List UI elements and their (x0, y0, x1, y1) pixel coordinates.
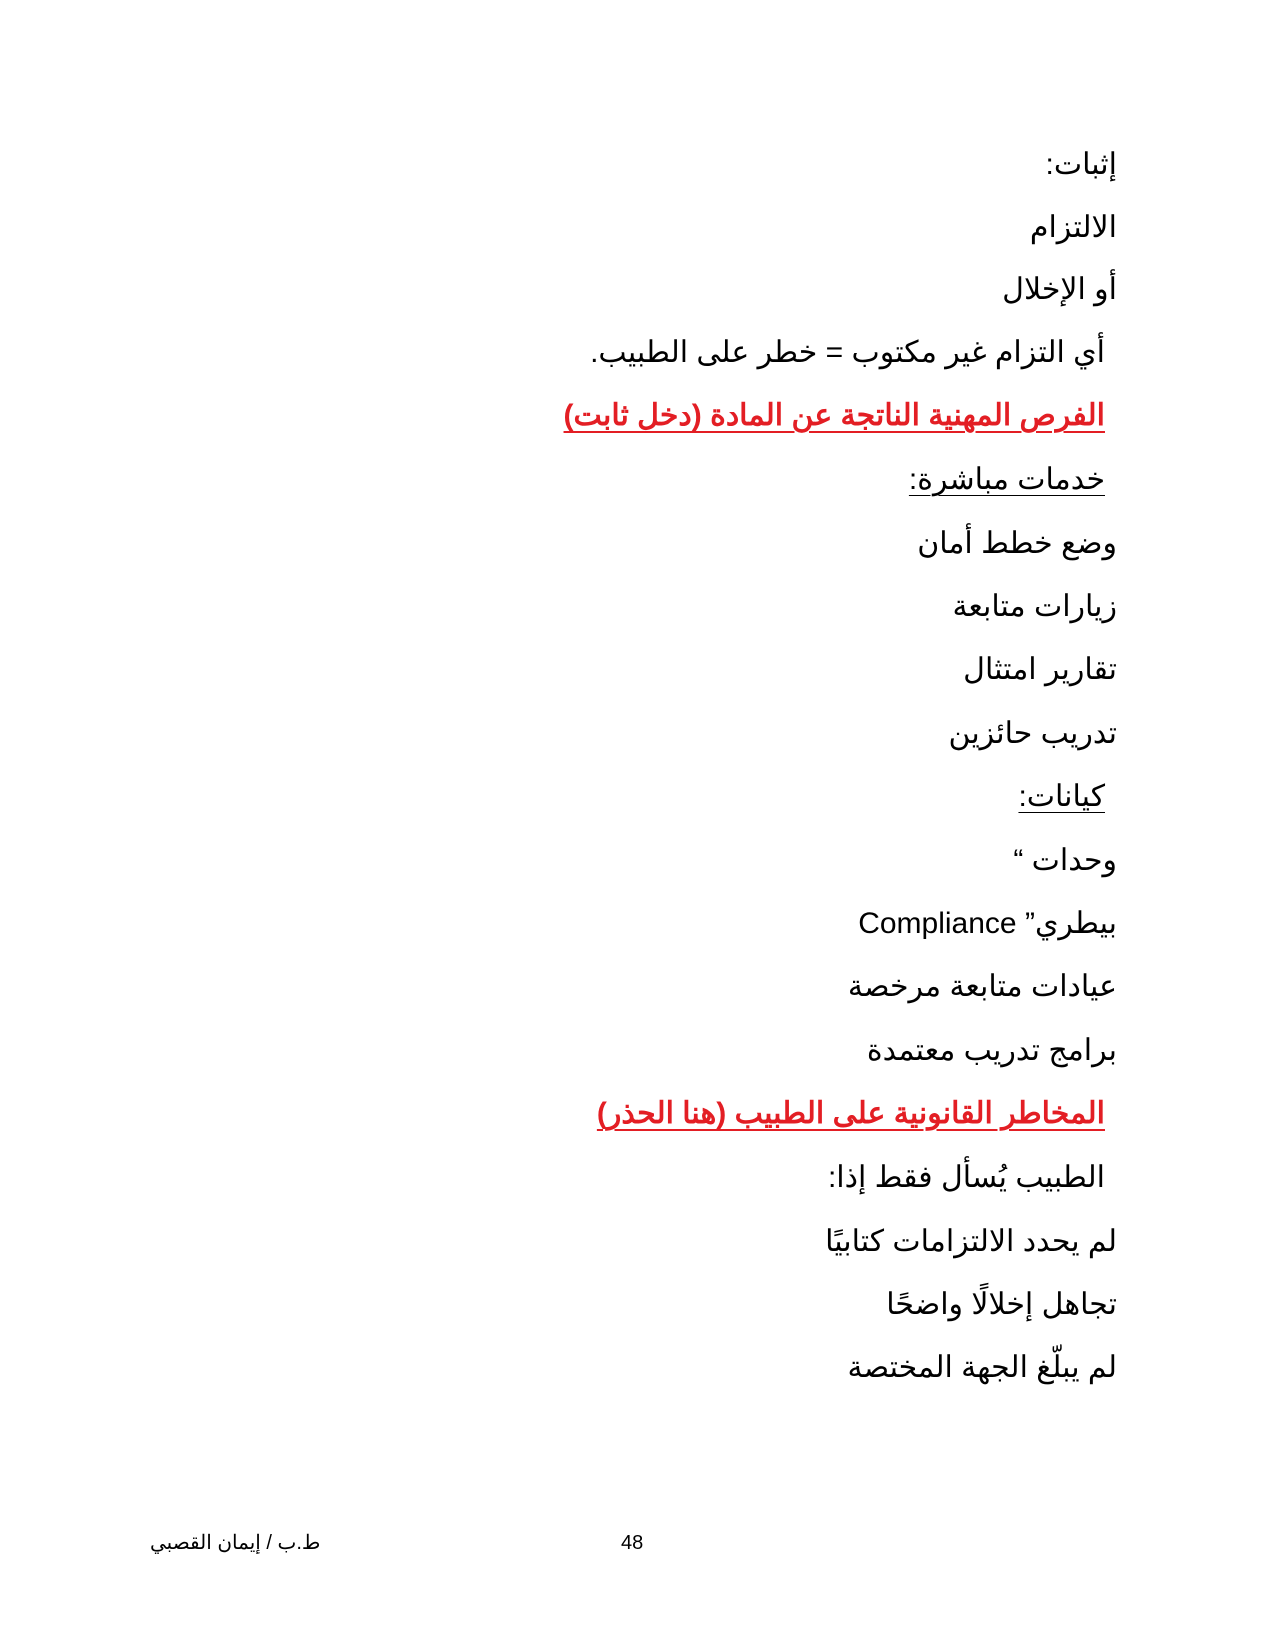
list-item-training-programs: برامج تدريب معتمدة (866, 1034, 1117, 1067)
warning-statement: أي التزام غير مكتوب = خطر على الطبيب. (590, 336, 1105, 369)
list-item-units: وحدات “ (1013, 844, 1117, 877)
list-item-licensed-clinics: عيادات متابعة مرخصة (847, 970, 1117, 1003)
subheading-entities: كيانات: (1018, 780, 1105, 813)
list-item-owner-training: تدريب حائزين (948, 717, 1117, 750)
footer-author: ط.ب / إيمان القصبي (150, 1532, 321, 1554)
list-item-not-reported: لم يبلّغ الجهة المختصة (847, 1351, 1117, 1384)
breach-item: أو الإخلال (1002, 273, 1117, 306)
list-item-safety-plans: وضع خطط أمان (917, 527, 1117, 560)
liability-condition-intro: الطبيب يُسأل فقط إذا: (827, 1161, 1105, 1194)
list-item-ignored-breach: تجاهل إخلالًا واضحًا (886, 1288, 1117, 1321)
list-item-not-documented: لم يحدد الالتزامات كتابيًا (825, 1225, 1117, 1258)
proof-label: إثبات: (1045, 148, 1117, 181)
list-item-follow-up-visits: زيارات متابعة (952, 590, 1117, 623)
section-heading-legal-risks: المخاطر القانونية على الطبيب (هنا الحذر) (596, 1097, 1105, 1130)
list-item-compliance-reports: تقارير امتثال (963, 653, 1117, 686)
section-heading-opportunities: الفرص المهنية الناتجة عن المادة (دخل ثابت) (563, 399, 1105, 432)
list-item-veterinary-compliance: بيطري” Compliance (858, 907, 1117, 940)
obligation-item: الالتزام (1029, 211, 1117, 244)
subheading-direct-services: خدمات مباشرة: (908, 463, 1105, 496)
page-number: 48 (621, 1532, 644, 1554)
